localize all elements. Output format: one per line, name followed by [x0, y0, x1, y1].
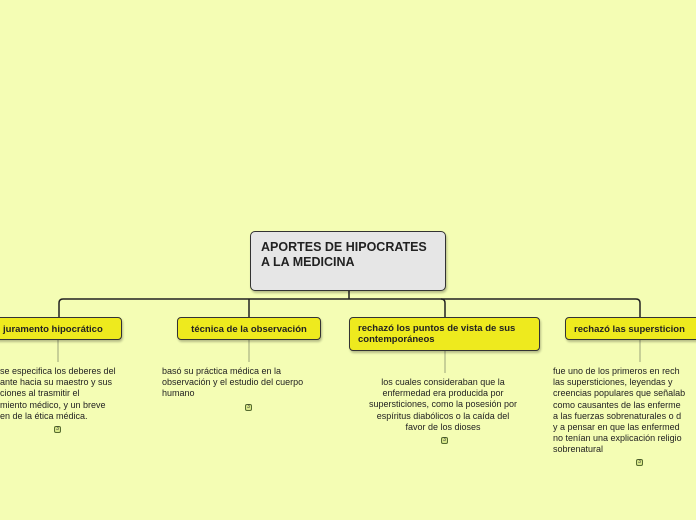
note-juramento-hipocratico — [0, 366, 116, 422]
root-topic[interactable] — [250, 231, 446, 291]
note-badge[interactable]: 3 — [636, 459, 643, 466]
note-line: en de la ética médica. — [0, 410, 88, 421]
topic-juramento-hipocratico[interactable] — [0, 317, 122, 340]
note-badge[interactable]: 3 — [245, 404, 252, 411]
note-line: espíritus diabólicos o la caída del — [376, 410, 510, 421]
note-line: a las fuerzas sobrenaturales o d — [553, 410, 682, 421]
note-line: basó su práctica médica en la — [162, 366, 282, 376]
note-badge[interactable]: 3 — [54, 426, 61, 433]
topic-tecnica-observacion[interactable] — [177, 317, 321, 340]
note-line: se especifica los deberes del — [0, 366, 116, 376]
note-line: los cuales consideraban que la — [381, 377, 505, 387]
topic-label-line: rechazó los puntos de vista de sus — [358, 323, 516, 334]
topic-label: juramento hipocrático — [3, 324, 103, 335]
bus-line — [59, 299, 640, 318]
note-line: ante hacia su maestro y sus — [0, 377, 113, 388]
note-badge[interactable]: 3 — [441, 437, 448, 444]
note-tecnica-observacion — [162, 366, 303, 400]
topic-label: técnica de la observación — [191, 324, 307, 335]
topic-rechazo-contemporaneos[interactable] — [349, 317, 540, 351]
note-line: las supersticiones, leyendas y — [553, 377, 673, 388]
root-title: APORTES DE HIPOCRATES A LA MEDICINA — [261, 240, 427, 269]
note-line: y a pensar en que las enfermed — [553, 422, 680, 433]
note-line: fue uno de los primeros en rech — [553, 366, 680, 376]
note-line: favor de los dioses — [405, 421, 481, 432]
topic-label-line: contemporáneos — [358, 334, 435, 345]
note-line: ciones al trasmitir el — [0, 388, 80, 399]
note-line: humano — [162, 388, 195, 399]
note-line: no tenían una explicación religio — [553, 433, 682, 444]
branch-line-3 — [441, 299, 445, 318]
note-line: miento médico, y un breve — [0, 399, 106, 410]
note-line: enfermedad era producida por — [382, 388, 504, 399]
note-line: sobrenatural — [553, 444, 604, 455]
note-line: observación y el estudio del cuerpo — [162, 377, 304, 388]
note-line: creencias populares que señalab — [553, 388, 686, 399]
note-rechazo-supersticiones — [553, 366, 696, 456]
note-line: como causantes de las enferme — [553, 399, 681, 410]
topic-label: rechazó las supersticion — [574, 324, 685, 335]
topic-rechazo-supersticiones[interactable] — [565, 317, 696, 340]
note-rechazo-contemporaneos — [352, 377, 534, 433]
note-line: supersticiones, como la posesión por — [368, 399, 518, 410]
